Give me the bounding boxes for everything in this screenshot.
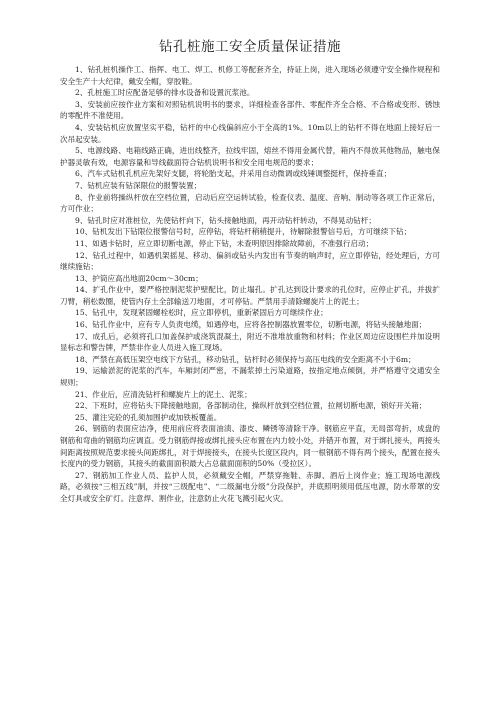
list-item: 19、运输淤泥的泥浆的汽车，车厢封闭严密，不漏浆掉土污染道路，按指定地点倾倒，并严格遵守交通安全规则； [60,366,440,388]
list-item: 22、下班时，应将钻头下降接触地面，各部制动住，操纵杆放到空档位置，拉闸切断电源，锁好开关箱； [75,401,427,411]
list-item: 7、钻机应装有钻深限位的报警装置； [75,180,202,190]
list-item: 4、安装钻机应放置坚实平稳，钻杆的中心线偏斜应小于全高的1%。10m以上的钻杆不得在地面上接好后一次吊起安装。 [60,122,440,144]
list-item: 8、作业前将操纵杆放在空档位置，启动后应空运转试验，检查仪表、温度、音响、制动等各项工作正常后，方可作业； [60,192,440,214]
list-item: 1、钻孔桩机操作工、指挥、电工、焊工、机修工等配套齐全，持证上岗，进入现场必须遵守安全操作规程和安全生产十大纪律，戴安全帽，穿胶鞋。 [60,65,440,86]
list-item: 9、钻孔时应对准桩位，先使钻杆向下，钻头接触地面，再开动钻杆转动，不得晃动钻杆； [75,215,376,225]
list-item: 3、安装前应按作业方案和对照钻机说明书的要求，详细检查各部件、零配件齐全合格、不合格或变形、锈蚀的零配件不准使用。 [60,99,440,121]
list-item: 14、扩孔作业中，要严格控制泥浆护壁配比，防止塌孔。扩孔达到设计要求的孔位时，应停止扩孔，并拔扩刀臂，稍松数圈，使管内存土全部输送刀地面，才可停钻。严禁用手清除螺旋片上的泥土； [60,285,440,306]
list-item: 16、钻孔作业中，应有专人负责电缆，如遇停电，应将各控制器放置零位，切断电源，将钻头接触地面； [75,320,427,330]
list-item: 25、灌注完砼的孔须加围护或加铁板覆盖。 [75,412,222,422]
list-item: 27、钢筋加工作业人员、监护人员，必须戴安全帽，严禁穿拖鞋、赤脚、酒后上岗作业；施工现场电源线路，必须按“三相五线”制，并按“三级配电”、“二级漏电分级”分段保护，并底照明须用低压电源，防水带罩的安全灯具或安全矿灯。注意焊、割作业，注意防止火花飞溅引起火灾。 [60,470,440,503]
list-item: 15、钻孔中，发现紧固螺栓松时，应立即停机，重新紧固后方可继续作业； [75,308,328,318]
list-item: 17、成孔后，必须将孔口加盖保护或浇筑混凝土，附近不准堆放重物和材料；作业区周边应设围栏并加设明显标志和警告牌，严禁非作业人员进入施工现场。 [60,331,440,353]
list-item: 10、钻机发出下钻限位报警信号时，应停钻，将钻杆稍稍提升，待解除报警信号后，方可继续下钻； [75,227,412,237]
list-item: 13、护筒应高出地面20cm～30cm； [75,273,203,283]
list-item: 11、如遇卡钻时，应立即切断电源，停止下钻，未查明原因排除故障前，不准强行启动； [75,238,374,248]
list-item: 5、电源线路、电箱线路正确，进出线整齐，拉线牢固，熔丝不得用金属代替，箱内不得放其他物品，触电保护器灵敏有效，电源容量和导线截面符合钻机说明书和安全用电规范的要求； [60,146,440,167]
measures-list [60,64,440,505]
list-item: 26、钢筋的表面应洁净，使用前应将表面油渍、漆皮、鳞锈等清除干净。钢筋应平直，无局部弯折，成盘的钢筋和弯曲的钢筋均应调直。受力钢筋焊接或绑扎接头应布置在内力较小处，并错开布置，对于绑扎接头，两接头间距离按照规范要求接头间距绑扎，对于焊接接头，在接头长度区段内，同一根钢筋不得有两个接头，配置在接头长度内的受力钢筋，其接头的截面面积最大占总截面面积的50%（受拉区）。 [60,424,440,469]
list-item: 18、严禁在高低压架空电线下方钻孔，移动钻孔，钻杆时必须保持与高压电线的安全距离不小于6m； [75,354,416,364]
list-item: 12、钻孔过程中，如遇机架摇晃、移动、偏斜或钻头内发出有节奏的响声时，应立即停钻，经处理后，方可继续施钻； [60,250,440,272]
list-item: 2、孔桩施工时应配备足够的排水设备和设置沉浆池。 [75,88,255,98]
list-item: 21、作业后，应清洗钻杆和螺旋片上的泥土、泥浆； [75,389,252,399]
list-item: 6、汽车式钻机孔机应先架好支腿，将轮胎支起，并采用自动微调或线锤调整挺杆，保持垂直； [75,169,392,179]
document-title: 钻孔桩施工安全质量保证措施 [159,39,341,55]
